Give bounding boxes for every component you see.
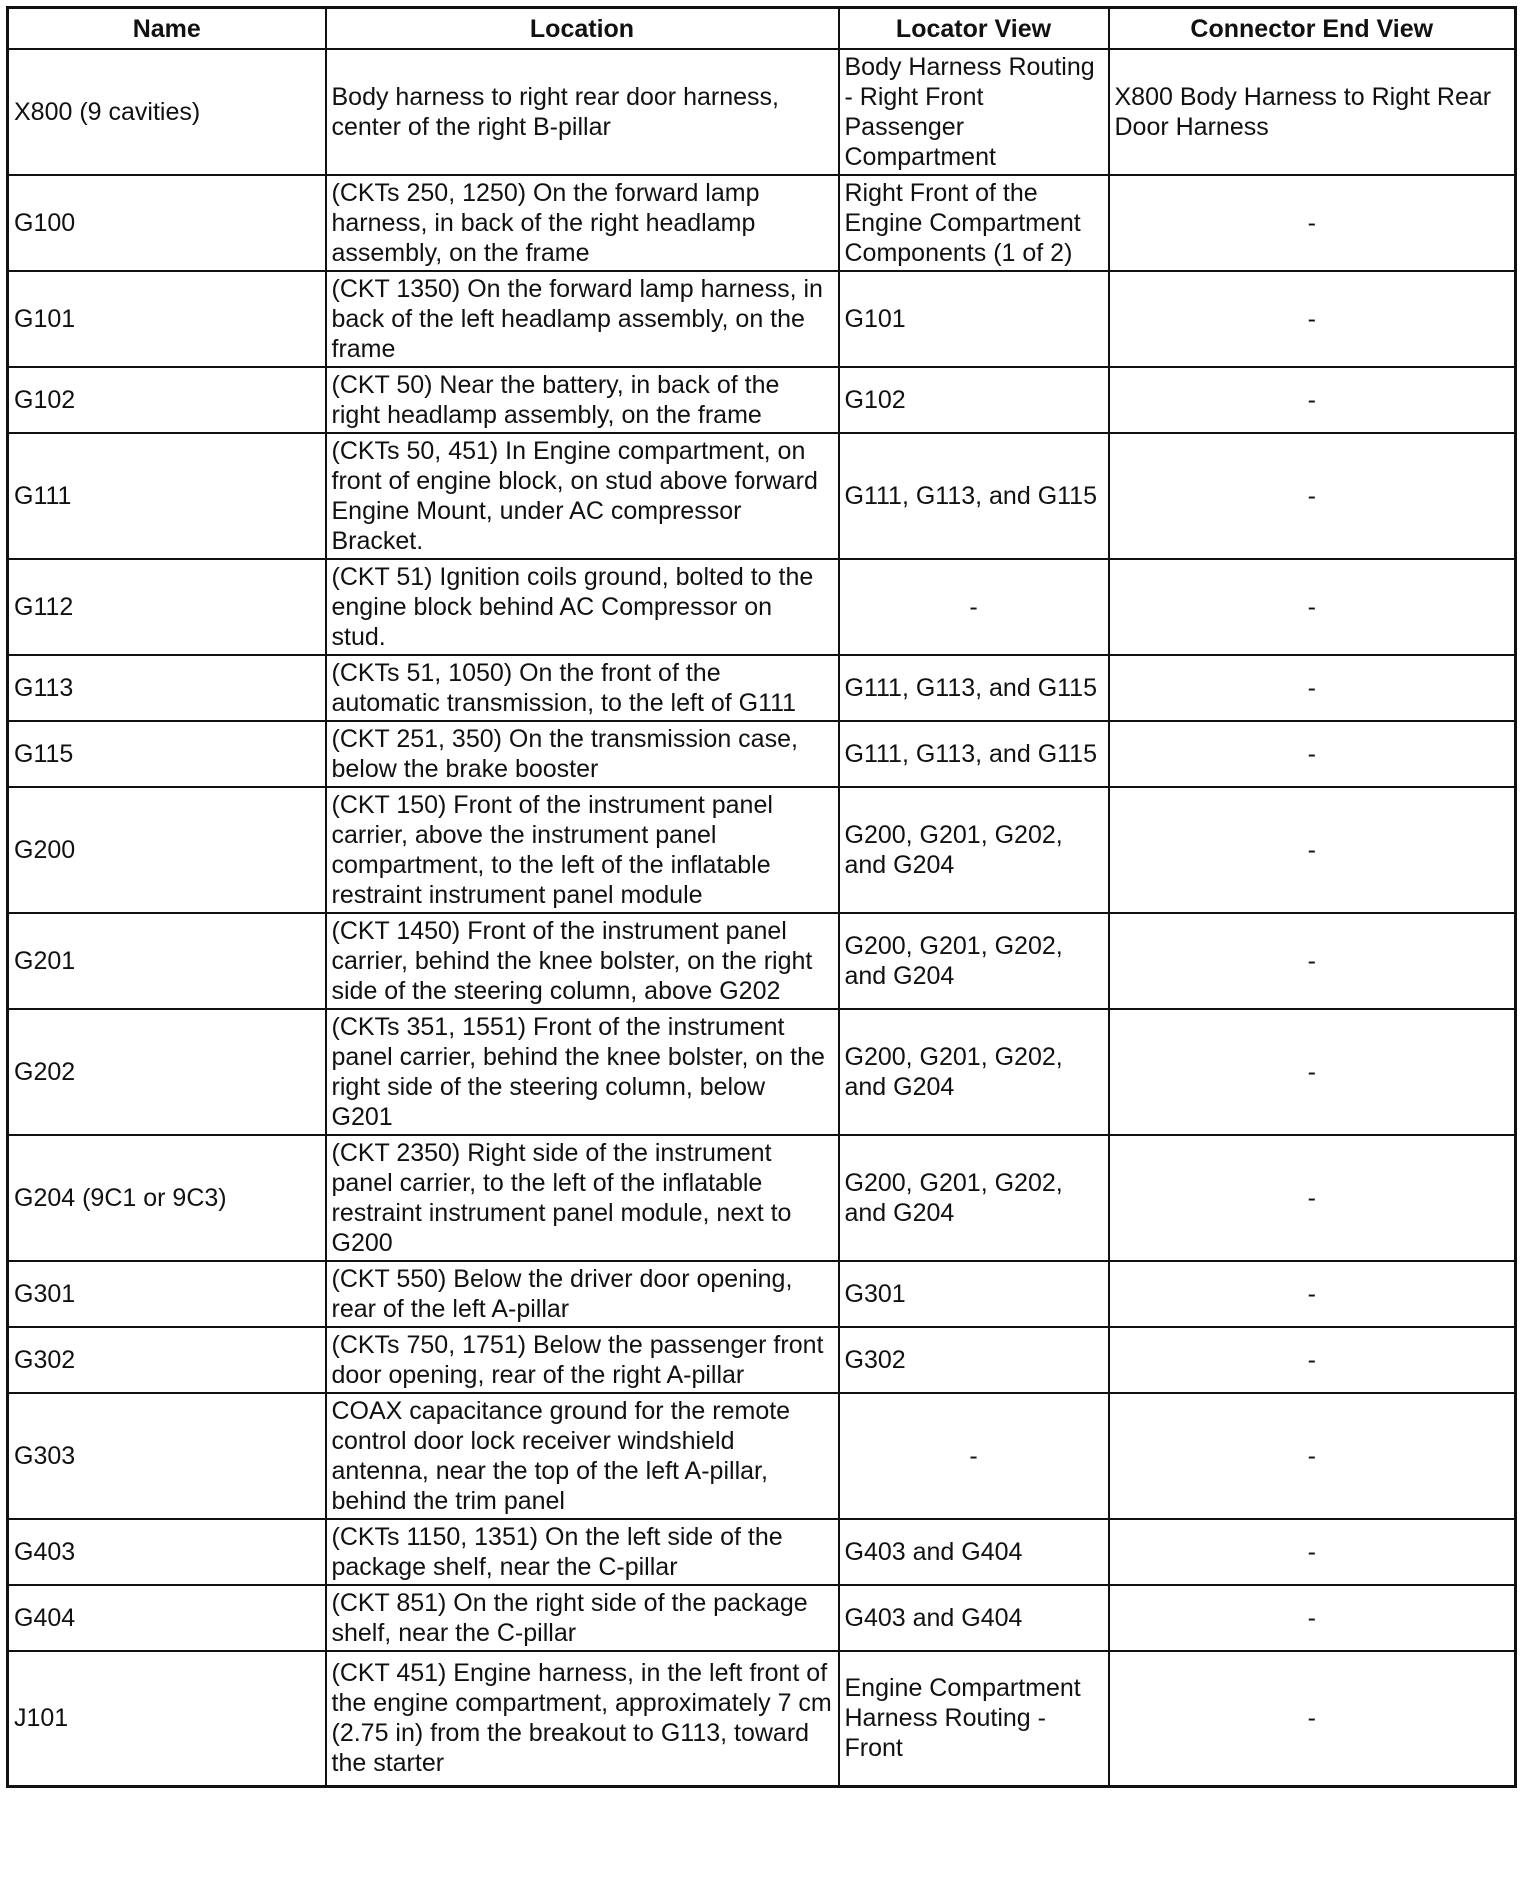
cell-connector-end-view: - — [1109, 1009, 1516, 1135]
cell-locator-view: Body Harness Routing - Right Front Passenger Compartment — [839, 49, 1109, 175]
cell-connector-end-view: - — [1109, 655, 1516, 721]
cell-locator-view: G200, G201, G202, and G204 — [839, 913, 1109, 1009]
table-row — [8, 1135, 1516, 1261]
cell-name: G111 — [8, 433, 326, 559]
cell-location: (CKT 550) Below the driver door opening, rear of the left A-pillar — [326, 1261, 839, 1327]
cell-location: (CKT 451) Engine harness, in the left front of the engine compartment, approximately 7 cm (2.75 in) from the breakout to G113, toward the starter — [326, 1651, 839, 1786]
cell-name: G303 — [8, 1393, 326, 1519]
cell-location: (CKTs 250, 1250) On the forward lamp harness, in back of the right headlamp assembly, on the frame — [326, 175, 839, 271]
cell-locator-view: G111, G113, and G115 — [839, 721, 1109, 787]
cell-connector-end-view: - — [1109, 787, 1516, 913]
component-locator-table — [6, 6, 1517, 1788]
cell-name: G113 — [8, 655, 326, 721]
cell-name: G115 — [8, 721, 326, 787]
cell-locator-view: G111, G113, and G115 — [839, 433, 1109, 559]
cell-name: G404 — [8, 1585, 326, 1651]
cell-connector-end-view: - — [1109, 271, 1516, 367]
table-row — [8, 913, 1516, 1009]
cell-connector-end-view: - — [1109, 913, 1516, 1009]
cell-locator-view: G302 — [839, 1327, 1109, 1393]
component-locator-sheet — [6, 6, 1517, 1788]
table-row — [8, 721, 1516, 787]
table-row — [8, 1327, 1516, 1393]
header-connector-end-view: Connector End View — [1109, 8, 1516, 50]
cell-location: (CKT 1350) On the forward lamp harness, in back of the left headlamp assembly, on the frame — [326, 271, 839, 367]
cell-location: (CKT 1450) Front of the instrument panel carrier, behind the knee bolster, on the right side of the steering column, above G202 — [326, 913, 839, 1009]
cell-locator-view: G403 and G404 — [839, 1585, 1109, 1651]
table-row — [8, 787, 1516, 913]
table-row — [8, 1651, 1516, 1786]
cell-connector-end-view: - — [1109, 1135, 1516, 1261]
table-row — [8, 655, 1516, 721]
table-body — [8, 49, 1516, 1786]
cell-connector-end-view: - — [1109, 1519, 1516, 1585]
table-row — [8, 1393, 1516, 1519]
table-row — [8, 1261, 1516, 1327]
header-name: Name — [8, 8, 326, 50]
cell-connector-end-view: - — [1109, 1327, 1516, 1393]
cell-location: (CKT 50) Near the battery, in back of the right headlamp assembly, on the frame — [326, 367, 839, 433]
cell-connector-end-view: - — [1109, 721, 1516, 787]
cell-connector-end-view: - — [1109, 1651, 1516, 1786]
table-row — [8, 559, 1516, 655]
cell-location: Body harness to right rear door harness, center of the right B-pillar — [326, 49, 839, 175]
header-location: Location — [326, 8, 839, 50]
cell-location: (CKT 251, 350) On the transmission case, below the brake booster — [326, 721, 839, 787]
cell-name: X800 (9 cavities) — [8, 49, 326, 175]
table-row — [8, 1009, 1516, 1135]
cell-locator-view: G403 and G404 — [839, 1519, 1109, 1585]
cell-name: G100 — [8, 175, 326, 271]
cell-locator-view: - — [839, 1393, 1109, 1519]
cell-location: COAX capacitance ground for the remote control door lock receiver windshield antenna, near the top of the left A-pillar, behind the trim panel — [326, 1393, 839, 1519]
cell-locator-view: G200, G201, G202, and G204 — [839, 1009, 1109, 1135]
cell-location: (CKT 2350) Right side of the instrument panel carrier, to the left of the inflatable restraint instrument panel module, next to G200 — [326, 1135, 839, 1261]
cell-name: G201 — [8, 913, 326, 1009]
cell-name: G112 — [8, 559, 326, 655]
cell-connector-end-view: - — [1109, 559, 1516, 655]
cell-location: (CKTs 351, 1551) Front of the instrument panel carrier, behind the knee bolster, on the right side of the steering column, below G201 — [326, 1009, 839, 1135]
cell-locator-view: G200, G201, G202, and G204 — [839, 787, 1109, 913]
cell-connector-end-view: - — [1109, 175, 1516, 271]
cell-connector-end-view: - — [1109, 1393, 1516, 1519]
cell-name: G101 — [8, 271, 326, 367]
cell-name: J101 — [8, 1651, 326, 1786]
cell-locator-view: Right Front of the Engine Compartment Components (1 of 2) — [839, 175, 1109, 271]
cell-connector-end-view: - — [1109, 1585, 1516, 1651]
header-locator-view: Locator View — [839, 8, 1109, 50]
cell-locator-view: - — [839, 559, 1109, 655]
table-row — [8, 271, 1516, 367]
cell-name: G301 — [8, 1261, 326, 1327]
cell-locator-view: G111, G113, and G115 — [839, 655, 1109, 721]
cell-location: (CKTs 1150, 1351) On the left side of the package shelf, near the C-pillar — [326, 1519, 839, 1585]
cell-locator-view: G102 — [839, 367, 1109, 433]
cell-name: G202 — [8, 1009, 326, 1135]
cell-location: (CKT 851) On the right side of the package shelf, near the C-pillar — [326, 1585, 839, 1651]
cell-connector-end-view: - — [1109, 1261, 1516, 1327]
cell-connector-end-view: - — [1109, 367, 1516, 433]
cell-name: G403 — [8, 1519, 326, 1585]
cell-locator-view: Engine Compartment Harness Routing - Front — [839, 1651, 1109, 1786]
cell-location: (CKTs 750, 1751) Below the passenger front door opening, rear of the right A-pillar — [326, 1327, 839, 1393]
table-row — [8, 175, 1516, 271]
cell-location: (CKTs 50, 451) In Engine compartment, on front of engine block, on stud above forward Engine Mount, under AC compressor Bracket. — [326, 433, 839, 559]
cell-location: (CKTs 51, 1050) On the front of the automatic transmission, to the left of G111 — [326, 655, 839, 721]
cell-connector-end-view: X800 Body Harness to Right Rear Door Harness — [1109, 49, 1516, 175]
table-header — [8, 8, 1516, 50]
cell-locator-view: G101 — [839, 271, 1109, 367]
cell-name: G200 — [8, 787, 326, 913]
cell-name: G204 (9C1 or 9C3) — [8, 1135, 326, 1261]
cell-location: (CKT 51) Ignition coils ground, bolted to the engine block behind AC Compressor on stud. — [326, 559, 839, 655]
cell-name: G302 — [8, 1327, 326, 1393]
header-row — [8, 8, 1516, 50]
table-row — [8, 1585, 1516, 1651]
cell-name: G102 — [8, 367, 326, 433]
cell-locator-view: G301 — [839, 1261, 1109, 1327]
table-row — [8, 1519, 1516, 1585]
table-row — [8, 367, 1516, 433]
cell-locator-view: G200, G201, G202, and G204 — [839, 1135, 1109, 1261]
cell-location: (CKT 150) Front of the instrument panel carrier, above the instrument panel compartment, to the left of the inflatable restraint instrument panel module — [326, 787, 839, 913]
cell-connector-end-view: - — [1109, 433, 1516, 559]
table-row — [8, 433, 1516, 559]
table-row — [8, 49, 1516, 175]
